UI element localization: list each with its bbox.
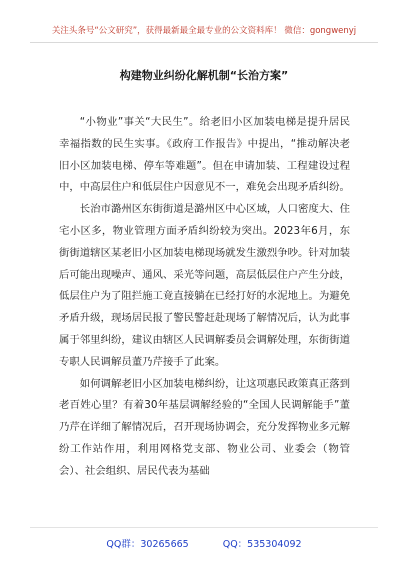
paragraph-1: “小物业”事关“大民生”。给老旧小区加装电梯是提升居民幸福指数的民生实事。《政府工作报告》中提出，“推动解决老旧小区加装电梯、停车等难题”。但在申请加装、工程建设过程中，中高层住户和低层住户因意见不一，难免会出现矛盾纠纷。 [59,116,350,194]
document-title: 构建物业纠纷化解机制“长治方案” [119,69,289,82]
footer [0,536,408,550]
document-body [59,112,350,483]
footer-qq-group: QQ群：30265665 [106,539,189,550]
paragraph-2: 长治市潞州区东街街道是潞州区中心区域，人口密度大、住宅小区多，物业管理方面矛盾纠纷较为突出。2023年6月，东街街道辖区某老旧小区加装电梯现场就发生激烈争吵。针对加装后可能出现噪声、通风、采光等问题，高层低层住户产生分歧，低层住户为了阻拦施工竟直接躺在已经打好的水泥地上。为避免矛盾升级，现场居民报了警民警赶赴现场了解情况后，认为此事属于邻里纠纷，建议由辖区人民调解委员会调解处理，东街街道专职人民调解员董乃芹接手了此案。 [59,203,350,368]
header-banner: 关注头条号“公文研究”，获得最新最全最专业的公文资料库！ 微信：gongwenyj [51,26,357,36]
footer-divider [30,527,378,528]
paragraph-3: 如何调解老旧小区加装电梯纠纷，让这项惠民政策真正落到老百姓心里？有着30年基层调解经验的“全国人民调解能手”董乃芹在详细了解情况后，召开现场协调会，充分发挥物业多元解纷工作站作用，利用网格党支部、物业公司、业委会（物管会）、社会组织、居民代表为基础 [59,377,350,477]
footer-qq-contact: QQ：535304092 [222,539,302,550]
header-divider [30,42,378,43]
